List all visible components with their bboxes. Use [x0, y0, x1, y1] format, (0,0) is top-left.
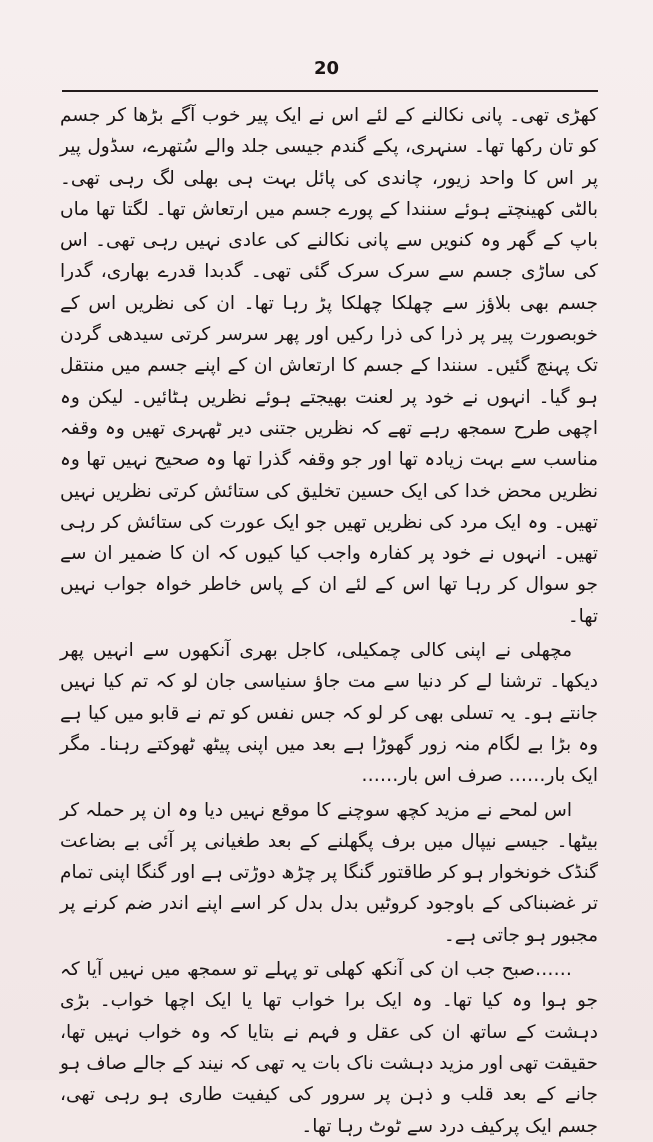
paragraph: کھڑی تھی۔ پانی نکالنے کے لئے اس نے ایک پیر خوب آگے بڑھا کر جسم کو تان رکھا تھا۔ سنہری، پکے گندم جیسی جلد والے سُتھرے، سڈول پیر پر اس کا واحد زیور، چاندی کی پائل بہت ہی بھلی لگ رہی تھی۔ بالٹی کھینچتے ہوئے سنندا کے پورے جسم میں ارتعاش تھا۔ لگتا تھا ماں باپ کے گھر وہ کنویں سے پانی نکالنے کی عادی نہیں رہی تھی۔ اس کی ساڑی جسم سے سرک سرک گئی تھی۔ گدبدا قدرے بھاری، گدرا جسم بھی بلاؤز سے چھلکا چھلکا پڑ رہا تھا۔ ان کی نظریں اس کے خوبصورت پیر پر ذرا کی ذرا رکیں اور پھر سرسر کرتی سیدھی گردن تک پہنچ گئیں۔ سنندا کے جسم کا ارتعاش ان کے اپنے جسم میں منتقل ہو گیا۔ انہوں نے خود پر لعنت بھیجتے ہوئے نظریں ہٹائیں۔ لیکن وہ اچھی طرح سمجھ رہے تھے کہ نظریں جتنی دیر ٹھہری تھیں وہ وقفہ مناسب سے بہت زیادہ تھا اور جو وقفہ گذرا تھا وہ صحیح نہیں تھا وہ نظریں محض خدا کی ایک حسین تخلیق کی ستائش کرتی نظریں نہیں تھیں۔ وہ ایک مرد کی نظریں تھیں جو ایک عورت کی ستائش کر رہی تھیں۔ انہوں نے خود پر کفارہ واجب کیا کیوں کہ ان کا ضمیر ان سے جو سوال کر رہا تھا اس کے لئے ان کے پاس خاطر خواہ جواب نہیں تھا۔	[60, 105, 598, 627]
body-text	[60, 100, 598, 1142]
page-number: 20	[313, 58, 340, 79]
paragraph: مچھلی نے اپنی کالی چمکیلی، کاجل بھری آنکھوں سے انہیں پھر دیکھا۔ ترشنا لے کر دنیا سے مت جاؤ سنیاسی جان لو کہ تم کیا نہیں جانتے ہو۔ یہ تسلی بھی کر لو کہ جس نفس کو تم نے قابو میں کیا ہے وہ بڑا بے لگام منہ زور گھوڑا ہے بعد میں اپنی پیٹھ ٹھوکتے رہنا۔ مگر ایک بار…… صرف اس بار……	[60, 640, 598, 787]
header-rule	[62, 90, 598, 92]
paragraph: اس لمحے نے مزید کچھ سوچنے کا موقع نہیں دیا وہ ان پر حملہ کر بیٹھا۔ جیسے نیپال میں برف پگھلنے کے بعد طغیانی پر آئی بے بضاعت گنڈک خونخوار ہو کر طاقتور گنگا پر چڑھ دوڑتی ہے اور گنگا اپنی تمام تر غضبناکی کے باوجود کروٹیں بدل بدل کر اسے اپنے اندر ضم کرنے پر مجبور ہو جاتی ہے۔	[60, 799, 598, 946]
paragraph: ……صبح جب ان کی آنکھ کھلی تو پہلے تو سمجھ میں نہیں آیا کہ جو ہوا وہ کیا تھا۔ وہ ایک برا خواب تھا یا ایک اچھا خواب۔ بڑی دہشت کے ساتھ ان کی عقل و فہم نے بتایا کہ وہ خواب نہیں تھا، حقیقت تھی اور مزید دہشت ناک بات یہ تھی کہ نیند کے جالے صاف ہو جانے کے بعد قلب و ذہن پر سرور کی کیفیت طاری ہو رہی تھی، جسم ایک پرکیف درد سے ٹوٹ رہا تھا۔	[60, 959, 598, 1137]
